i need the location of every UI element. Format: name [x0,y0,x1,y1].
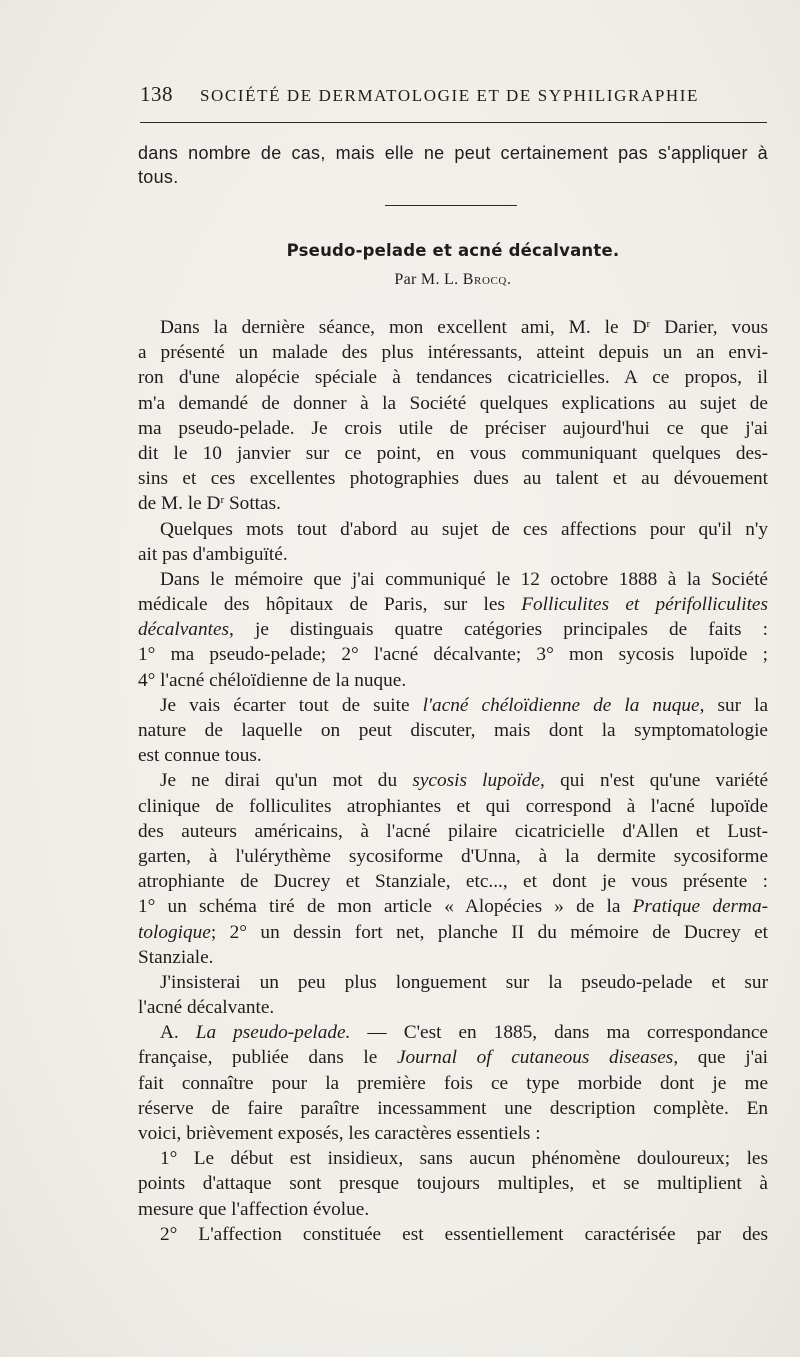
italic-title: tologique [138,921,211,943]
article-byline [138,271,768,289]
text-line [138,920,768,945]
text-line: 1° ma pseudo-pelade; 2° l'acné décalvante; 3° mon sycosis lupoïde ; [138,644,768,666]
text-line [138,693,768,718]
text-run: Darier, vous [650,317,768,338]
running-title: SOCIÉTÉ DE DERMATOLOGIE ET DE SYPHILIGRAPHIE [200,86,700,105]
text-line: tous. [138,167,179,187]
italic-title: Folliculites et périfolliculites [521,594,768,616]
text-line: dans nombre de cas, mais elle ne peut certainement pas s'appliquer à [138,143,768,163]
text-line: 4° l'acné chéloïdienne de la nuque. [138,669,407,691]
text-run: , que j'ai [673,1047,768,1069]
text-run: de M. le D [138,493,221,515]
header-divider [140,122,767,123]
superscript: r [646,318,651,330]
text-run: A. [160,1022,196,1044]
article-title: Pseudo-pelade et acné décalvante. [286,241,620,260]
text-line: ron d'une alopécie spéciale à tendances cicatricielles. A ce propos, il [138,367,768,389]
text-line: atrophiante de Ducrey et Stanziale, etc..., et dont je vous présente : [138,871,768,893]
continued-paragraph [138,141,768,189]
text-line: sins et ces excellentes photographies dues au talent et au dévouement [138,468,768,490]
byline-author: Brocq. [462,271,512,288]
text-line [138,592,768,617]
text-line: ait pas d'ambiguïté. [138,543,288,565]
italic-heading: La pseudo-pelade. [195,1022,351,1044]
italic-title: Journal of cutaneous diseases [396,1047,674,1069]
article-body [138,315,768,1247]
text-run: médicale des hôpitaux de Paris, sur les [138,594,522,616]
page-header [140,82,765,112]
text-line: points d'attaque sont presque toujours multiples, et se multiplient à [138,1173,768,1195]
italic-term: l'acné chéloïdienne de la nuque [422,694,700,716]
italic-title: décalvantes [138,619,230,641]
text-line [138,1020,768,1045]
text-run: , sur la [699,694,768,716]
byline-prefix: Par M. L. [394,271,463,288]
text-run: , je distinguais quatre catégories principales de faits : [229,619,768,641]
text-line [138,768,768,793]
page-number: 138 [140,82,173,106]
text-run: Je ne dirai qu'un mot du [160,770,413,792]
text-run: — C'est en 1885, dans ma correspondance [350,1022,768,1044]
text-line: a présenté un malade des plus intéressants, atteint depuis un an envi- [138,342,768,364]
section-divider [385,205,517,206]
text-line: réserve de faire paraître incessamment une description complète. En [138,1097,768,1119]
text-line: garten, à l'ulérythème sycosiforme d'Unna, à la dermite sycosiforme [138,845,768,867]
italic-title: Pratique derma- [632,896,769,918]
text-run: Je vais écarter tout de suite [160,694,423,716]
text-run: , qui n'est qu'une variété [540,770,769,792]
text-line: nature de laquelle on peut discuter, mais dont la symptomatologie [138,720,768,741]
text-line: ma pseudo-pelade. Je crois utile de préciser aujourd'hui ce que j'ai [138,417,768,439]
text-line [138,491,768,516]
text-line [138,315,768,340]
text-run: 1° un schéma tiré de mon article « Alopécies » de la [138,896,633,918]
text-line [138,1045,768,1070]
text-line: clinique de folliculites atrophiantes et qui correspond à l'acné lupoïde [138,795,768,817]
text-line: voici, brièvement exposés, les caractères essentiels : [138,1123,541,1144]
text-line: 2° L'affection constituée est essentiellement caractérisée par des [160,1223,768,1245]
text-line: mesure que l'affection évolue. [138,1198,370,1220]
text-run: ; 2° un dessin fort net, planche II du mémoire de Ducrey et [210,921,768,943]
italic-term: sycosis lupoïde [412,770,541,792]
text-run: française, publiée dans le [138,1047,397,1069]
text-line [138,894,768,919]
text-line: Quelques mots tout d'abord au sujet de ces affections pour qu'il n'y [160,518,768,540]
superscript: r [220,494,225,507]
text-run: Sottas. [224,493,281,515]
text-line: J'insisterai un peu plus longuement sur la pseudo-pelade et sur [160,971,768,993]
text-line: dit le 10 janvier sur ce point, en vous communiquant quelques des- [138,442,768,464]
text-line: m'a demandé de donner à la Société quelques explications au sujet de [138,392,768,414]
text-line: Dans le mémoire que j'ai communiqué le 12 octobre 1888 à la Société [160,568,768,590]
text-line: 1° Le début est insidieux, sans aucun phénomène douloureux; les [160,1148,768,1170]
text-line [138,617,768,642]
text-line: Stanziale. [138,946,214,968]
text-line: fait connaître pour la première fois ce type morbide dont je me [138,1072,768,1094]
text-line: des auteurs américains, à l'acné pilaire cicatricielle d'Allen et Lust- [138,820,768,842]
text-run: Dans la dernière séance, mon excellent ami, M. le D [160,317,647,338]
text-line: l'acné décalvante. [138,997,275,1019]
text-line: est connue tous. [138,745,262,767]
